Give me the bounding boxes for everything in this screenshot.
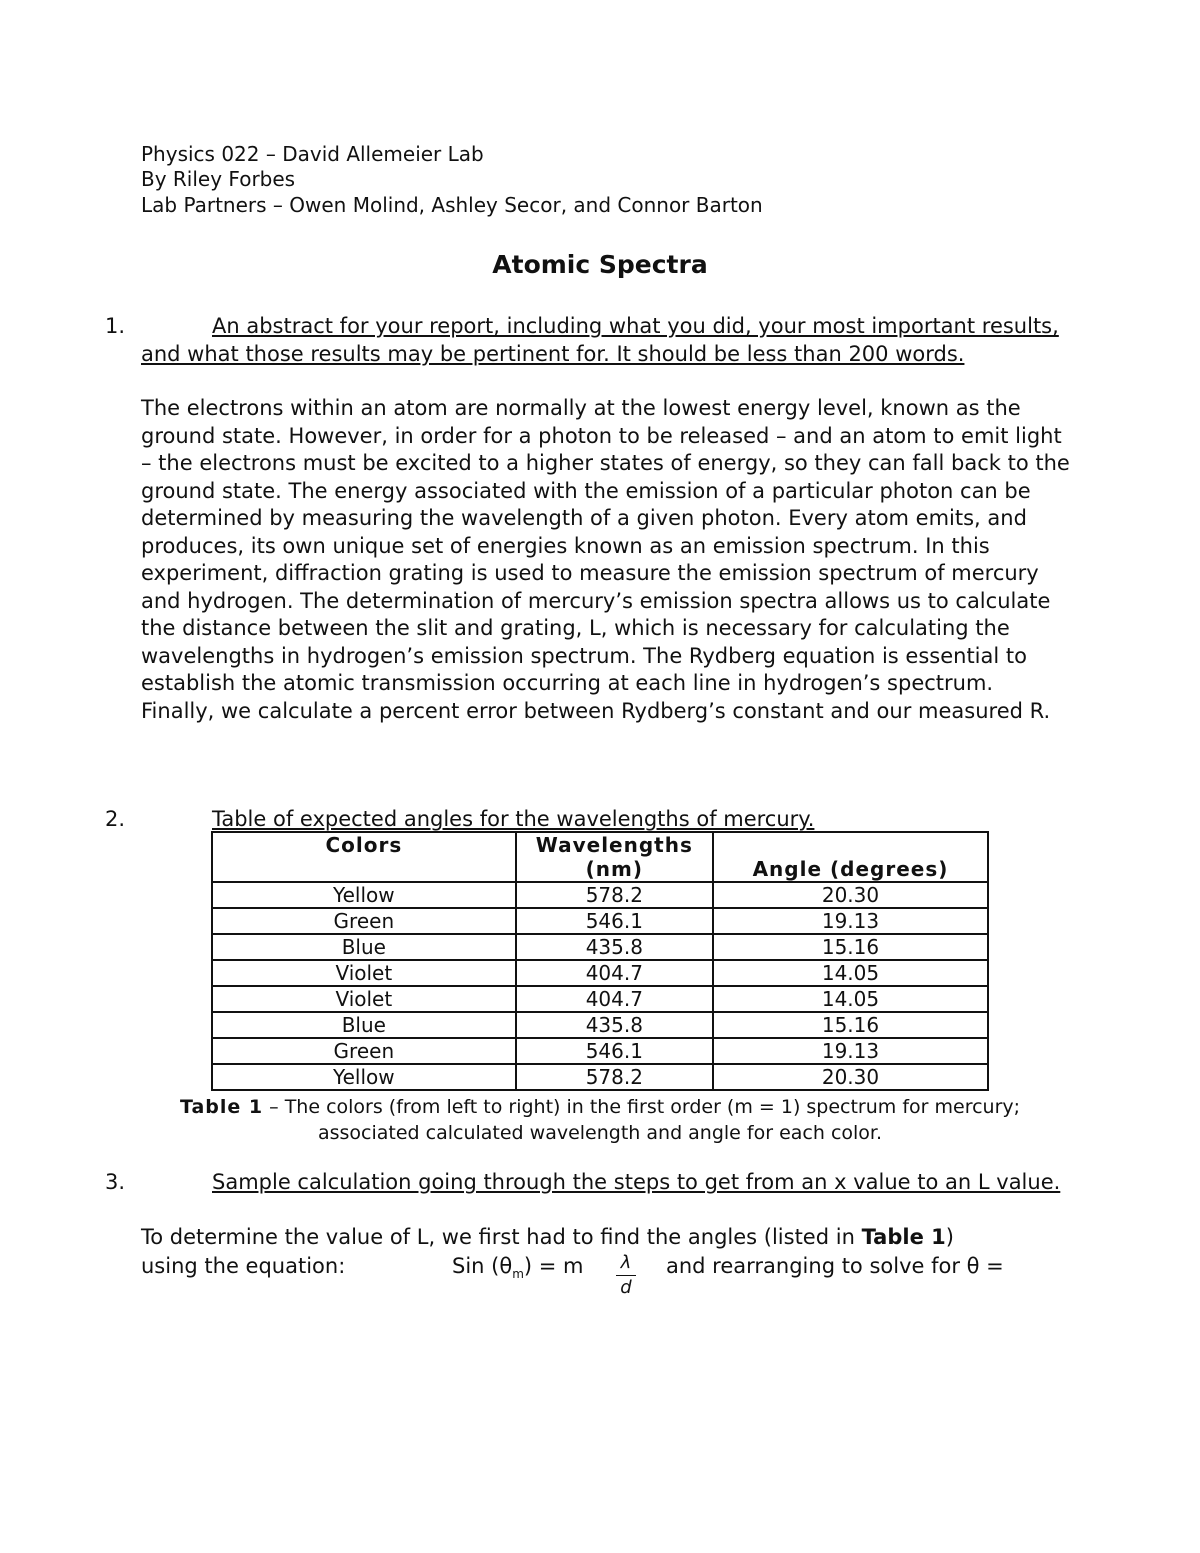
section-3-number: 3. <box>105 1170 126 1194</box>
caption-label: Table 1 <box>179 1096 264 1118</box>
equation-intro: using the equation: <box>141 1254 346 1278</box>
table-row <box>212 986 988 1012</box>
cell-angle: 15.16 <box>713 1012 988 1038</box>
table-caption <box>160 1094 1040 1146</box>
lambda-over-d-fraction <box>614 1252 638 1299</box>
cell-wavelength: 435.8 <box>516 934 713 960</box>
fraction-numerator: λ <box>620 1252 632 1273</box>
table-row <box>212 934 988 960</box>
caption-text: – The colors (from left to right) in the first order (m = 1) spectrum for mercury; associated calculated wavelength and angle for each color. <box>263 1096 1021 1144</box>
table-header-row <box>212 832 988 882</box>
cell-color: Green <box>212 908 516 934</box>
cell-wavelength: 578.2 <box>516 882 713 908</box>
table-row <box>212 960 988 986</box>
equation-tail: and rearranging to solve for θ = <box>666 1254 1004 1278</box>
cell-color: Violet <box>212 960 516 986</box>
cell-wavelength: 546.1 <box>516 908 713 934</box>
table-row <box>212 1064 988 1090</box>
cell-color: Yellow <box>212 882 516 908</box>
calculation-intro: To determine the value of L, we first had to find the angles (listed in Table 1) <box>141 1225 954 1249</box>
equation-lhs: Sin $(\theta_m) = m$ <box>452 1254 584 1282</box>
fraction-denominator: d <box>620 1277 632 1298</box>
partners-line: Lab Partners – Owen Molind, Ashley Secor, and Connor Barton <box>141 193 763 217</box>
cell-color: Blue <box>212 1012 516 1038</box>
table-reference: Table 1 <box>861 1225 946 1249</box>
cell-angle: 14.05 <box>713 960 988 986</box>
header-colors: Colors <box>212 832 516 882</box>
cell-angle: 20.30 <box>713 882 988 908</box>
cell-angle: 19.13 <box>713 1038 988 1064</box>
cell-wavelength: 578.2 <box>516 1064 713 1090</box>
cell-angle: 14.05 <box>713 986 988 1012</box>
cell-color: Blue <box>212 934 516 960</box>
cell-wavelength: 404.7 <box>516 960 713 986</box>
cell-angle: 19.13 <box>713 908 988 934</box>
header-wavelengths: Wavelengths (nm) <box>516 832 713 882</box>
mercury-angles-table <box>211 831 989 1091</box>
table-row <box>212 1012 988 1038</box>
author-line: By Riley Forbes <box>141 167 296 191</box>
cell-color: Green <box>212 1038 516 1064</box>
table-row <box>212 1038 988 1064</box>
fraction-bar <box>616 1275 636 1276</box>
section-3-prompt: Sample calculation going through the steps to get from an x value to an L value. <box>212 1170 1061 1194</box>
cell-angle: 15.16 <box>713 934 988 960</box>
section-1-number: 1. <box>105 314 126 338</box>
table-row <box>212 908 988 934</box>
cell-color: Yellow <box>212 1064 516 1090</box>
cell-angle: 20.30 <box>713 1064 988 1090</box>
section-1-prompt: An abstract for your report, including what you did, your most important results, and what those results may be pertinent for. It should be less than 200 words. <box>141 314 1059 366</box>
cell-wavelength: 546.1 <box>516 1038 713 1064</box>
page-title: Atomic Spectra <box>492 250 708 279</box>
cell-wavelength: 404.7 <box>516 986 713 1012</box>
abstract-text: The electrons within an atom are normally at the lowest energy level, known as the ground state. However, in order for a photon to be released – and an atom to emit light – the electrons must be excited to a higher states of energy, so they can fall back to the ground state. The energy associated with the emission of a particular photon can be determined by measuring the wavelength of a given photon. Every atom emits, and produces, its own unique set of energies known as an emission spectrum. In this experiment, diffraction grating is used to measure the emission spectrum of mercury and hydrogen. The determination of mercury’s emission spectra allows us to calculate the distance between the slit and grating, L, which is necessary for calculating the wavelengths in hydrogen’s emission spectrum. The Rydberg equation is essential to establish the atomic transmission occurring at each line in hydrogen’s spectrum. Finally, we calculate a percent error between Rydberg’s constant and our measured R. <box>141 396 1070 723</box>
table-row <box>212 882 988 908</box>
course-line: Physics 022 – David Allemeier Lab <box>141 142 484 166</box>
section-2-number: 2. <box>105 807 126 831</box>
section-2-prompt: Table of expected angles for the wavelengths of mercury. <box>212 807 815 831</box>
cell-color: Violet <box>212 986 516 1012</box>
cell-wavelength: 435.8 <box>516 1012 713 1038</box>
header-angle: Angle (degrees) <box>713 832 988 882</box>
